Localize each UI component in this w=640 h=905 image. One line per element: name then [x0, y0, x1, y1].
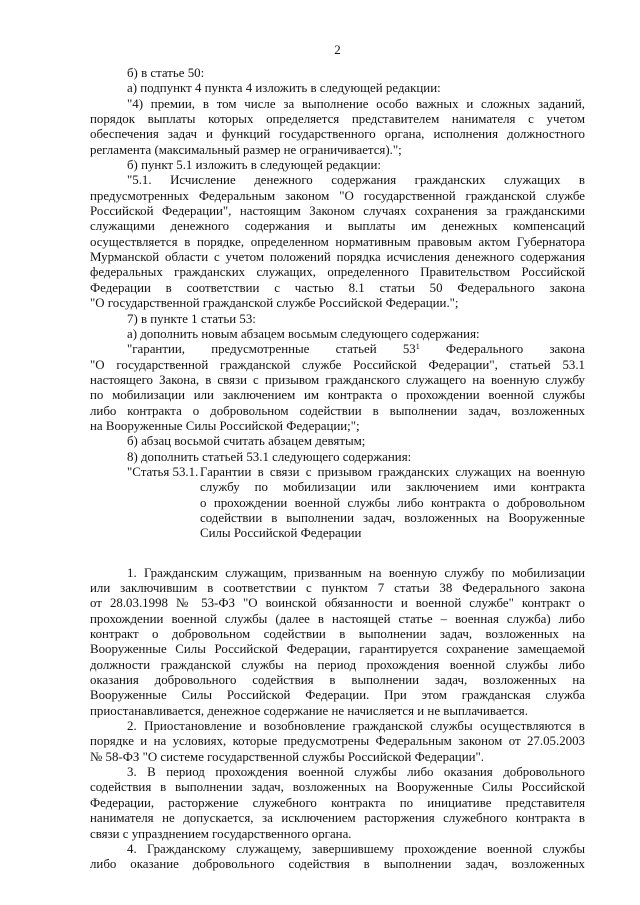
text-line: 4. Гражданскому служащему, завершившему прохождение военной службы: [127, 841, 585, 856]
article-heading-line: Силы Российской Федерации: [200, 526, 362, 541]
text-line: предусмотренных Федеральным законом "О государственной гражданской службе: [90, 188, 585, 203]
text-line: "5.1. Исчисление денежного содержания гражданских служащих в: [127, 173, 585, 188]
text-line: обеспечения задач и функций государственного органа, исполнения должностного: [90, 127, 585, 142]
text-line: 2. Приостановление и возобновление гражданской службы осуществляются в: [127, 719, 585, 734]
text-line: прохождении военной службы (далее в настоящей статье – военная служба) либо: [90, 611, 585, 626]
article-heading-line: содействии в выполнении задач, возложенных на Вооруженные: [200, 510, 585, 525]
text-line: Федерации в соответствии с частью 8.1 статьи 50 Федерального закона: [90, 280, 585, 295]
text-line: "О государственной гражданской службе Российской Федерации", статьей 53.1: [90, 357, 585, 372]
text-line: а) подпункт 4 пункта 4 изложить в следующей редакции:: [127, 81, 441, 96]
text-line: или заключившим в соответствии с пунктом 7 статьи 38 Федерального закона: [90, 581, 585, 595]
article-heading-line: службу по мобилизации или заключением ими контракта: [200, 480, 585, 495]
text-line: № 58-ФЗ "О системе государственной службы Российской Федерации".: [90, 749, 484, 764]
text-line: Вооруженные Силы Российской Федерации, гарантируется сохранение замещаемой: [90, 642, 585, 657]
text-line-garantii: [90, 342, 585, 357]
text-line: нанимателя не допускается, за исключением расторжения служебного контракта в: [90, 811, 585, 826]
text-line: б) в статье 50:: [127, 66, 205, 80]
text-line: 7) в пункте 1 статьи 53:: [127, 311, 256, 326]
text-line: Вооруженные Силы Российской Федерации. При этом гражданская служба: [90, 688, 585, 703]
text-line: Федерации, расторжение служебного контракта по инициативе представителя: [90, 795, 585, 810]
text-line: либо оказание добровольного содействия в выполнении задач, возложенных: [90, 857, 585, 872]
garantii-article-number: $53^1$: [402, 342, 420, 357]
text-line: "4) премии, в том числе за выполнение особо важных и сложных заданий,: [127, 96, 585, 111]
text-line: от 28.03.1998 № 53-ФЗ "О воинской обязанности и военной службе" контракт о: [90, 596, 585, 611]
text-line: 8) дополнить статьей 53.1 следующего содержания:: [127, 449, 412, 464]
article-heading-label: "Статья 53.1.: [127, 464, 199, 479]
text-line: Мурманской области с учетом положений порядка исчисления денежного содержания: [90, 250, 585, 265]
article-heading-line: о прохождении военной службы либо контракта о добровольном: [200, 495, 585, 510]
garantii-word: предусмотренные: [211, 342, 310, 357]
text-line: на Вооруженные Силы Российской Федерации;";: [90, 418, 360, 433]
text-line: либо контракта о добровольном содействии в выполнении задач, возложенных: [90, 403, 585, 418]
text-line: связи с упразднением государственного органа.: [90, 826, 352, 841]
garantii-word: закона: [549, 342, 585, 357]
text-line: 1. Гражданским служащим, призванным на военную службу по мобилизации: [127, 565, 585, 580]
text-line: порядке и на условиях, которые предусмотрены Федеральным законом от 27.05.2003: [90, 734, 585, 749]
superscript: 1: [415, 342, 420, 352]
garantii-word: статьей: [335, 342, 377, 357]
text-line: осуществляется в порядке, определенном нормативным правовым актом Губернатора: [90, 234, 585, 249]
garantii-word: Федерального: [445, 342, 524, 357]
text-line: содействия в выполнении задач, возложенных на Вооруженные Силы Российской: [90, 780, 585, 795]
text-line: а) дополнить новым абзацем восьмым следующего содержания:: [127, 326, 480, 341]
spacer: [90, 542, 585, 566]
text-line: федеральных гражданских служащих, определенного Правительством Российской: [90, 265, 585, 280]
document-page: [90, 0, 585, 905]
text-line: Российской Федерации", настоящим Законом случаях сохранения за гражданскими: [90, 204, 585, 219]
text-line: б) пункт 5.1 изложить в следующей редакции:: [127, 158, 381, 173]
page-number: 2: [334, 42, 341, 57]
text-line: оказания добровольного содействия в выполнении задач, возложенных на: [90, 673, 585, 688]
text-line: должности гражданской службы на период прохождения военной службы либо: [90, 657, 585, 672]
text-line: порядок выплаты которых определяется представителем нанимателя с учетом: [90, 112, 585, 127]
article-heading-title: Гарантии в связи с призывом гражданских служащих на военную: [200, 464, 585, 479]
text-line: регламента (максимальный размер не ограничивается).";: [90, 142, 402, 157]
garantii-word: "гарантии,: [127, 342, 185, 357]
document-body: [90, 66, 585, 873]
text-line: б) абзац восьмой считать абзацем девятым;: [127, 434, 366, 449]
article-heading-first-line: [90, 465, 585, 480]
text-line: 3. В период прохождения военной службы либо оказания добровольного: [127, 765, 585, 780]
text-line: приостанавливается, денежное содержание не начисляется и не выплачивается.: [90, 703, 528, 718]
text-line: "О государственной гражданской службе Российской Федерации.";: [90, 296, 459, 311]
text-line: контракт о добровольном содействии в выполнении задач, возложенных на: [90, 627, 585, 642]
text-line: настоящего Закона, в связи с призывом гражданского служащего на военную службу: [90, 372, 585, 387]
text-line: по мобилизации или заключением им контракта о прохождении военной службы: [90, 388, 585, 403]
text-line: служащими денежного содержания и выплаты им денежных компенсаций: [90, 219, 585, 234]
